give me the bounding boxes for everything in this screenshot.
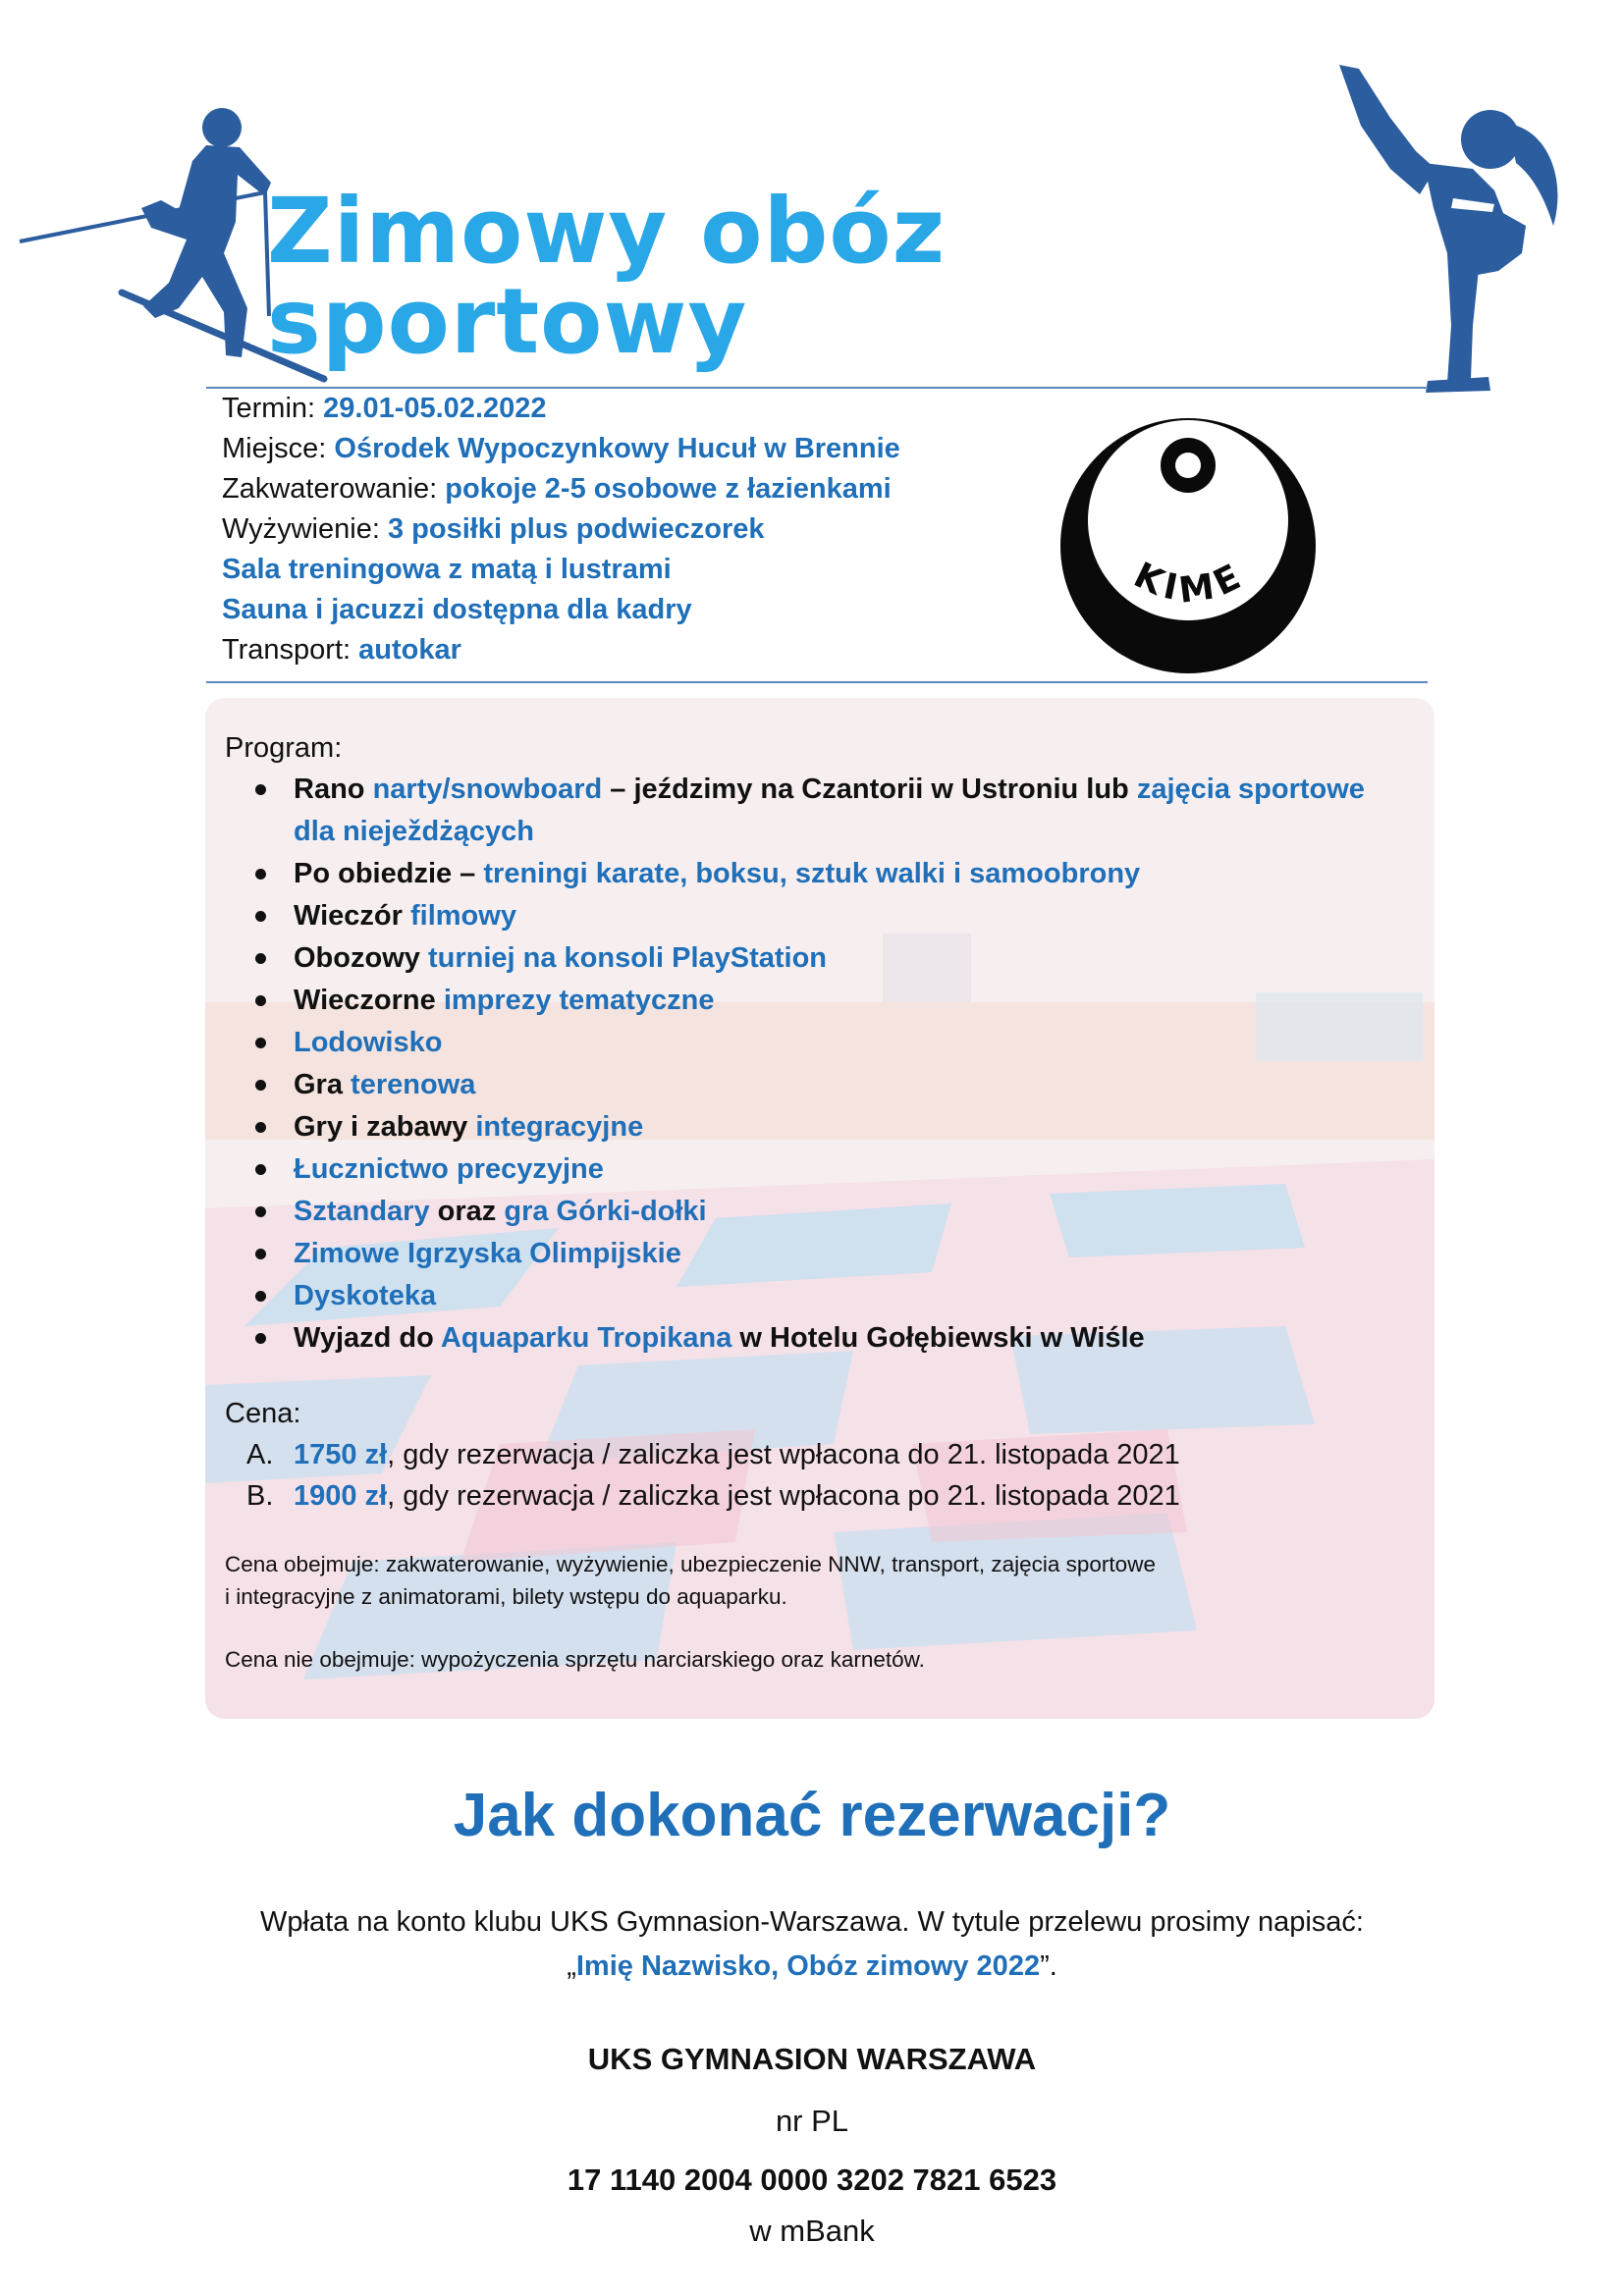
bullet-icon xyxy=(255,1206,266,1217)
svg-text:KIME: KIME xyxy=(1127,555,1253,612)
price-option-a: A. 1750 zł, gdy rezerwacja / zaliczka jest wpłacona do 21. listopada 2021 xyxy=(246,1439,1180,1470)
program-heading: Program: xyxy=(225,732,343,764)
bullet-icon xyxy=(255,1291,266,1302)
program-item: Rano narty/snowboard – jeździmy na Czantorii w Ustroniu lub zajęcia sportowe xyxy=(225,769,1415,811)
price-includes: Cena obejmuje: zakwaterowanie, wyżywienie, ubezpieczenie NNW, transport, zajęcia sportowe i integracyjne z animatorami, bilety wstępu do aquaparku. xyxy=(225,1552,1156,1609)
bullet-icon xyxy=(255,869,266,880)
bullet-icon xyxy=(255,953,266,964)
price-option-b: B. 1900 zł, gdy rezerwacja / zaliczka jest wpłacona po 21. listopada 2021 xyxy=(246,1480,1180,1512)
bullet-icon xyxy=(255,1333,266,1344)
reservation-title: Jak dokonać rezerwacji? xyxy=(453,1782,1171,1849)
club-name: UKS GYMNASION WARSZAWA xyxy=(587,2042,1037,2076)
program-list xyxy=(225,769,1415,1360)
program-item: Gry i zabawy integracyjne xyxy=(225,1106,1415,1148)
sauna-row: Sauna i jacuzzi dostępna dla kadry xyxy=(222,594,692,625)
program-panel xyxy=(205,698,1435,1719)
program-content xyxy=(225,727,1415,1676)
program-item: Gra terenowa xyxy=(225,1064,1415,1106)
price-excludes: Cena nie obejmuje: wypożyczenia sprzętu narciarskiego oraz karnetów. xyxy=(225,1647,925,1672)
miejsce-row: Miejsce: Ośrodek Wypoczynkowy Hucuł w Brennie xyxy=(222,433,900,464)
program-item: Dyskoteka xyxy=(225,1275,1415,1317)
price-heading: Cena: xyxy=(225,1398,301,1429)
bullet-icon xyxy=(255,1038,266,1048)
bullet-icon xyxy=(255,911,266,922)
program-item: Zimowe Igrzyska Olimpijskie xyxy=(225,1233,1415,1275)
karate-kick-silhouette-icon xyxy=(1326,61,1581,395)
bullet-icon xyxy=(255,1249,266,1259)
bullet-icon xyxy=(255,1122,266,1133)
program-item: Wyjazd do Aquaparku Tropikana w Hotelu Gołębiewski w Wiśle xyxy=(225,1317,1415,1360)
bullet-icon xyxy=(255,995,266,1006)
program-item: Wieczorne imprezy tematyczne xyxy=(225,980,1415,1022)
info-block xyxy=(222,389,900,670)
termin-row: Termin: 29.01-05.02.2022 xyxy=(222,393,547,424)
program-item: Po obiedzie – treningi karate, boksu, sztuk walki i samoobrony xyxy=(225,853,1415,895)
bullet-icon xyxy=(255,1080,266,1091)
account-prefix: nr PL xyxy=(775,2104,849,2138)
transport-row: Transport: autokar xyxy=(222,634,461,666)
program-item-continuation: dla nieježdżących xyxy=(294,816,534,847)
bullet-icon xyxy=(255,784,266,795)
bank-name: w mBank xyxy=(749,2214,875,2248)
transfer-title-example: „Imię Nazwisko, Obóz zimowy 2022”. xyxy=(567,1950,1057,1982)
sala-row: Sala treningowa z matą i lustrami xyxy=(222,554,672,585)
program-item: Lodowisko xyxy=(225,1022,1415,1064)
wyzywienie-row: Wyżywienie: 3 posiłki plus podwieczorek xyxy=(222,513,765,545)
page-title: Zimowy obóz sportowy xyxy=(267,179,947,374)
bullet-icon xyxy=(255,1164,266,1175)
info-divider xyxy=(206,681,1428,683)
program-item: Obozowy turniej na konsoli PlayStation xyxy=(225,937,1415,980)
program-item: Łucznictwo precyzyjne xyxy=(225,1148,1415,1191)
reservation-instruction: Wpłata na konto klubu UKS Gymnasion-Warszawa. W tytule przelewu prosimy napisać: xyxy=(260,1906,1364,1938)
program-item: Sztandary oraz gra Górki-dołki xyxy=(225,1191,1415,1233)
account-number: 17 1140 2004 0000 3202 7821 6523 xyxy=(567,2163,1057,2197)
program-item: Wieczór filmowy xyxy=(225,895,1415,937)
zakwaterowanie-row: Zakwaterowanie: pokoje 2-5 osobowe z łazienkami xyxy=(222,473,892,505)
kime-logo xyxy=(1058,416,1318,675)
